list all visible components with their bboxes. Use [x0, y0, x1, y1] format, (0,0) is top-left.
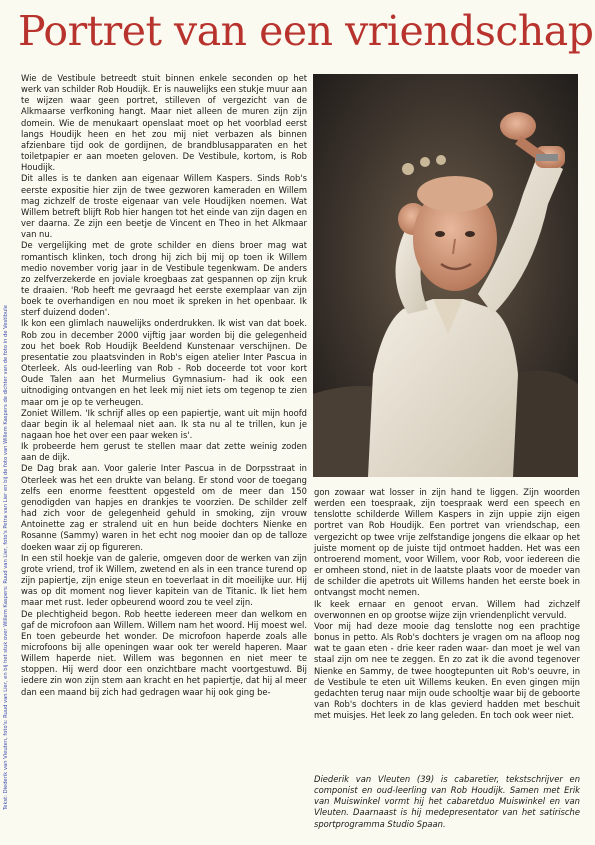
paragraph: De plechtigheid begon. Rob heette iedereen meer dan welkom en gaf de microfoon aan Willem. Willem nam het woord. Hij moest wel. En toen gebeurde het wonder. De microfoon haperde zoals alle microfoons bij alle openingen waar ook ter wereld haperen. Maar Willem haperde niet. Willem was begonnen en niet meer te stoppen. Hij werd door een onzichtbare macht voortgestuwd. Bij iedere zin won zijn stem aan kracht en het papiertje, dat hij al meer dan een maand bij zich had gedragen waar hij ook ging be- [21, 608, 307, 697]
paragraph: De vergelijking met de grote schilder en diens broer mag wat romantisch klinken, toch drong hij zich bij mij op toen ik Willem medio november vorig jaar in de Vestibule tegenkwam. De anders zo zelfverzekerde en joviale kroegbaas zat gespannen op zijn kruk te draaien. 'Rob heeft me gevraagd het eerste exemplaar van zijn boek te overhandigen en nou moet ik spreken in het openbaar. Ik sterf duizend doden'. [21, 240, 307, 318]
article-title: Portret van een vriendschap [18, 7, 594, 55]
photo-credits: Tekst: Diederik van Vleuten, foto's: Ruud van Lier, en bij het stuk over Willem Kaspers: Ruud van Lier, foto's Petra van Lier en bij de foto van Willem Kaspers de dichter van de foto in de Vestibule [3, 305, 9, 810]
article-column-right [314, 487, 580, 721]
paragraph: In een stil hoekje van de galerie, omgeven door de werken van zijn grote vriend, trof ik Willem, zwetend en als in een trance turend op zijn papiertje, zijn enige steun en toeverlaat in dit moeilijke uur. Hij was op dit moment nog liever kapitein van de Titanic. Ik liet hem maar met rust. Ieder opbeurend woord zou te veel zijn. [21, 552, 307, 608]
paragraph: Zoniet Willem. 'Ik schrijf alles op een papiertje, want uit mijn hoofd daar begin ik al helemaal niet aan. Ik sta nu al te trillen, kun je nagaan hoe het over een paar weken is'. [21, 407, 307, 440]
paragraph: Ik kon een glimlach nauwelijks onderdrukken. Ik wist van dat boek. Rob zou in december 2000 vijftig jaar worden bij die gelegenheid zou het boek Rob Houdijk Beeldend Kunstenaar verschijnen. De presentatie zou plaatsvinden in Rob's eigen atelier Inter Pascua in Oterleek. Als oud-leerling van Rob - Rob doceerde tot voor kort Oude Talen aan het Murmelius Gymnasium- had ik ook een uitnodiging ontvangen en het leek mij niet iets om tegenop te zien maar om je op te verheugen. [21, 318, 307, 407]
portrait-photo [313, 74, 578, 477]
portrait-illustration [313, 74, 578, 477]
paragraph: Wie de Vestibule betreedt stuit binnen enkele seconden op het werk van schilder Rob Houdijk. Er is nauwelijks een stukje muur aan te wijzen waar geen portret, stilleven of vergezicht van de Alkmaarse verfkoning hangt. Maar niet alleen de muren zijn zijn domein. Wie de menukaart openslaat moet op het voorblad eerst langs Houdijk heen en het zou mij niet verbazen als binnen afzienbare tijd ook de gordijnen, de brandblusapparaten en het toiletpapier er aan moeten geloven. De Vestibule, kortom, is Rob Houdijk. [21, 73, 307, 173]
article-column-left [21, 73, 307, 698]
paragraph: Voor mij had deze mooie dag tenslotte nog een prachtige bonus in petto. Als Rob's dochters je vragen om na afloop nog wat te gaan eten - drie keer raden waar- dan moet je wel van staal zijn om nee te zeggen. En zo zat ik die avond tegenover Nienke en Sammy, de twee hoogtepunten uit Rob's oeuvre, in de Vestibule te eten uit Willems keuken. En even gingen mijn gedachten terug naar mijn oude schooltje waar bij de geboorte van Rob's dochters in de klas gevierd hadden met beschuit met muisjes. Het leek zo lang geleden. En toch ook weer niet. [314, 620, 580, 721]
paragraph: Ik keek ernaar en genoot ervan. Willem had zichzelf overwonnen en op grootse wijze zijn vriendenplicht vervuld. [314, 598, 580, 620]
paragraph: gon zowaar wat losser in zijn hand te liggen. Zijn woorden werden een toespraak, zijn toespraak werd een speech en tenslotte schilderde Willem Kaspers in zijn uppie zijn eigen portret van Rob Houdijk. Een portret van vriendschap, een vergezicht op twee vrije zelfstandige jongens die elkaar op het juiste moment op de juiste tijd ontmoet hadden. Het was een ontroerend moment, voor Willem, voor Rob, voor iedereen die er omheen stond, niet in de laatste plaats voor de moeder van de schilder die apetrots uit Willems handen het eerste boek in ontvangst mocht nemen. [314, 487, 580, 598]
paragraph: Dit alles is te danken aan eigenaar Willem Kaspers. Sinds Rob's eerste expositie hier zijn de twee gezworen kameraden en Willem mag zichzelf de troste eigenaar van vele Houdijken noemen. Wat Willem betreft blijft Rob hier hangen tot het einde van zijn dagen en ver daarna. Ze zijn een beetje de Vincent en Theo in het Alkmaar van nu. [21, 173, 307, 240]
paragraph: De Dag brak aan. Voor galerie Inter Pascua in de Dorpsstraat in Oterleek was het een drukte van belang. Er stond voor de toegang zelfs een enorme feesttent opgesteld om de meer dan 150 genodigden van hapjes en drankjes te voorzien. De schilder zelf had zich voor de gelegenheid gehuld in smoking, zijn vrouw Antoinette zag er stralend uit en hun beide dochters Nienke en Rosanne (Sammy) waren in het echt nog mooier dan op de talloze doeken waar zij op figureren. [21, 463, 307, 552]
paragraph: Ik probeerde hem gerust te stellen maar dat zette weinig zoden aan de dijk. [21, 441, 307, 463]
author-note: Diederik van Vleuten (39) is cabaretier, tekstschrijver en componist en oud-leerling van Rob Houdijk. Samen met Erik van Muiswinkel vormt hij het cabaretduo Muiswinkel en van Vleuten. Daarnaast is hij medepresentator van het satirische sportprogramma Studio Spaan. [314, 774, 580, 829]
